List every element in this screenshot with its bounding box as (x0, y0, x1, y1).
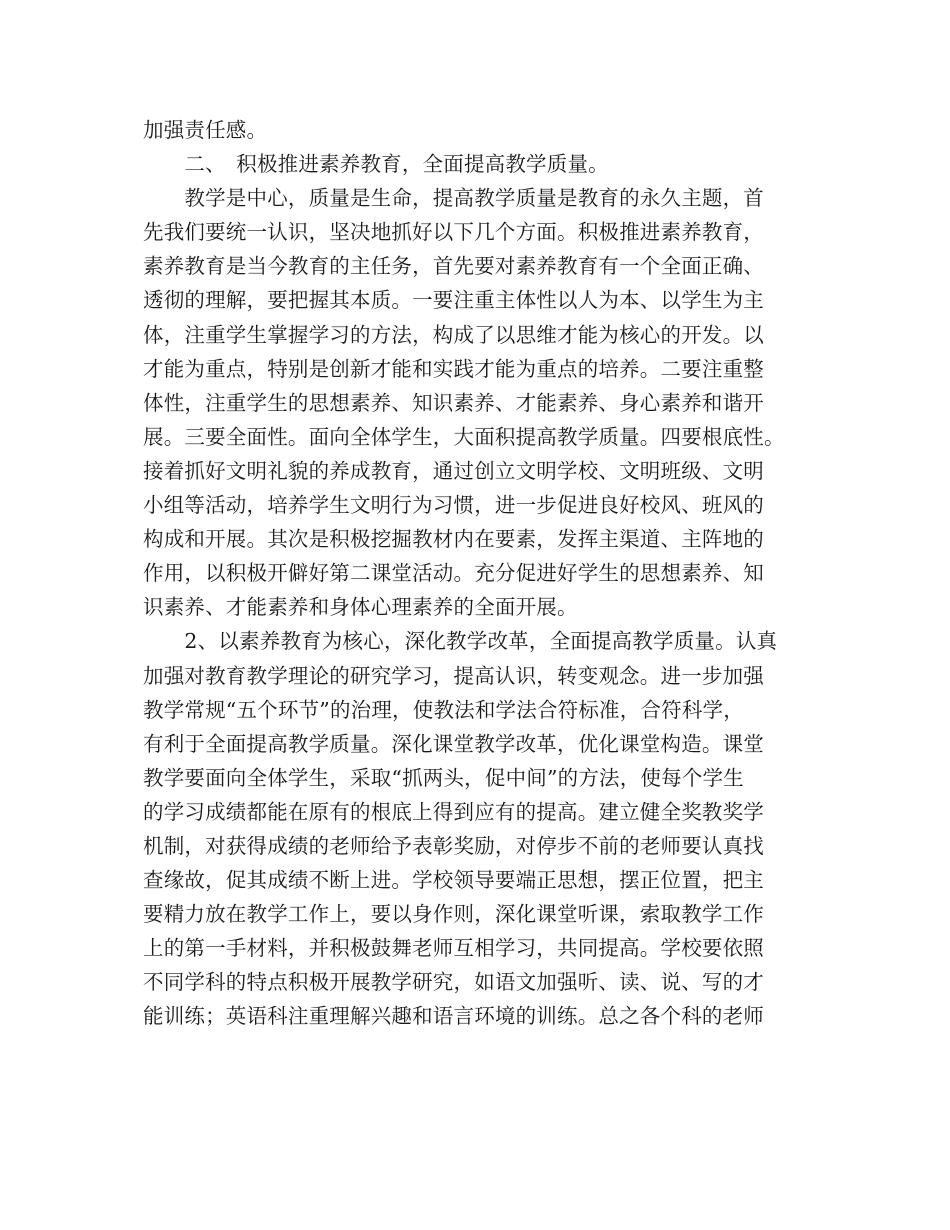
text-line: 接着抓好文明礼貌的养成教育，通过创立文明学校、文明班级、文明 (143, 458, 764, 483)
text-line: 机制，对获得成绩的老师给予表彰奖励，对停步不前的老师要认真找 (143, 833, 764, 858)
text-line: 识素养、才能素养和身体心理素养的全面开展。 (143, 595, 578, 620)
text-line: 不同学科的特点积极开展教学研究，如语文加强听、读、说、写的才 (143, 970, 764, 995)
text-line: 教学是中心，质量是生命，提高教学质量是教育的永久主题，首 (143, 186, 764, 211)
text-line: 要精力放在教学工作上，要以身作则，深化课堂听课，索取教学工作 (143, 902, 764, 927)
text-line: 展。三要全面性。面向全体学生，大面积提高教学质量。四要根底性。 (143, 424, 785, 449)
text-line: 构成和开展。其次是积极挖掘教材内在要素，发挥主渠道、主阵地的 (143, 527, 764, 552)
text-line: 查缘故，促其成绩不断上进。学校领导要端正思想，摆正位置，把主 (143, 868, 764, 893)
text-line: 小组等活动，培养学生文明行为习惯，进一步促进良好校风、班风的 (143, 493, 764, 518)
text-line: 能训练；英语科注重理解兴趣和语言环境的训练。总之各个科的老师 (143, 1004, 764, 1029)
text-line: 素养教育是当今教育的主任务，首先要对素养教育有一个全面正确、 (143, 254, 764, 279)
text-line: 教学要面向全体学生，采取“抓两头，促中间”的方法，使每个学生 (143, 765, 744, 790)
text-line: 透彻的理解，要把握其本质。一要注重主体性以人为本、以学生为主 (143, 288, 764, 313)
text-line: 加强责任感。 (143, 118, 268, 142)
text-line: 上的第一手材料，并积极鼓舞老师互相学习，共同提高。学校要依照 (143, 936, 764, 961)
body-text (143, 113, 808, 1034)
text-line: 教学常规“五个环节”的治理，使教法和学法合符标准，合符科学， (143, 697, 744, 722)
section-heading: 二、 积极推进素养教育，全面提高教学质量。 (143, 152, 609, 177)
text-line: 才能为重点，特别是创新才能和实践才能为重点的培养。二要注重整 (143, 356, 764, 381)
text-line: 2、以素养教育为核心，深化教学改革，全面提高教学质量。认真 (143, 629, 778, 654)
text-line: 有利于全面提高教学质量。深化课堂教学改革，优化课堂构造。课堂 (143, 731, 764, 756)
text-line: 体性，注重学生的思想素养、知识素养、才能素养、身心素养和谐开 (143, 390, 764, 415)
text-line: 先我们要统一认识，坚决地抓好以下几个方面。积极推进素养教育， (143, 220, 764, 245)
text-line: 的学习成绩都能在原有的根底上得到应有的提高。建立健全奖教奖学 (143, 799, 764, 824)
text-line: 加强对教育教学理论的研究学习，提高认识，转变观念。进一步加强 (143, 663, 764, 688)
text-line: 作用，以积极开僻好第二课堂活动。充分促进好学生的思想素养、知 (143, 561, 764, 586)
text-line: 体，注重学生掌握学习的方法，构成了以思维才能为核心的开发。以 (143, 322, 764, 347)
